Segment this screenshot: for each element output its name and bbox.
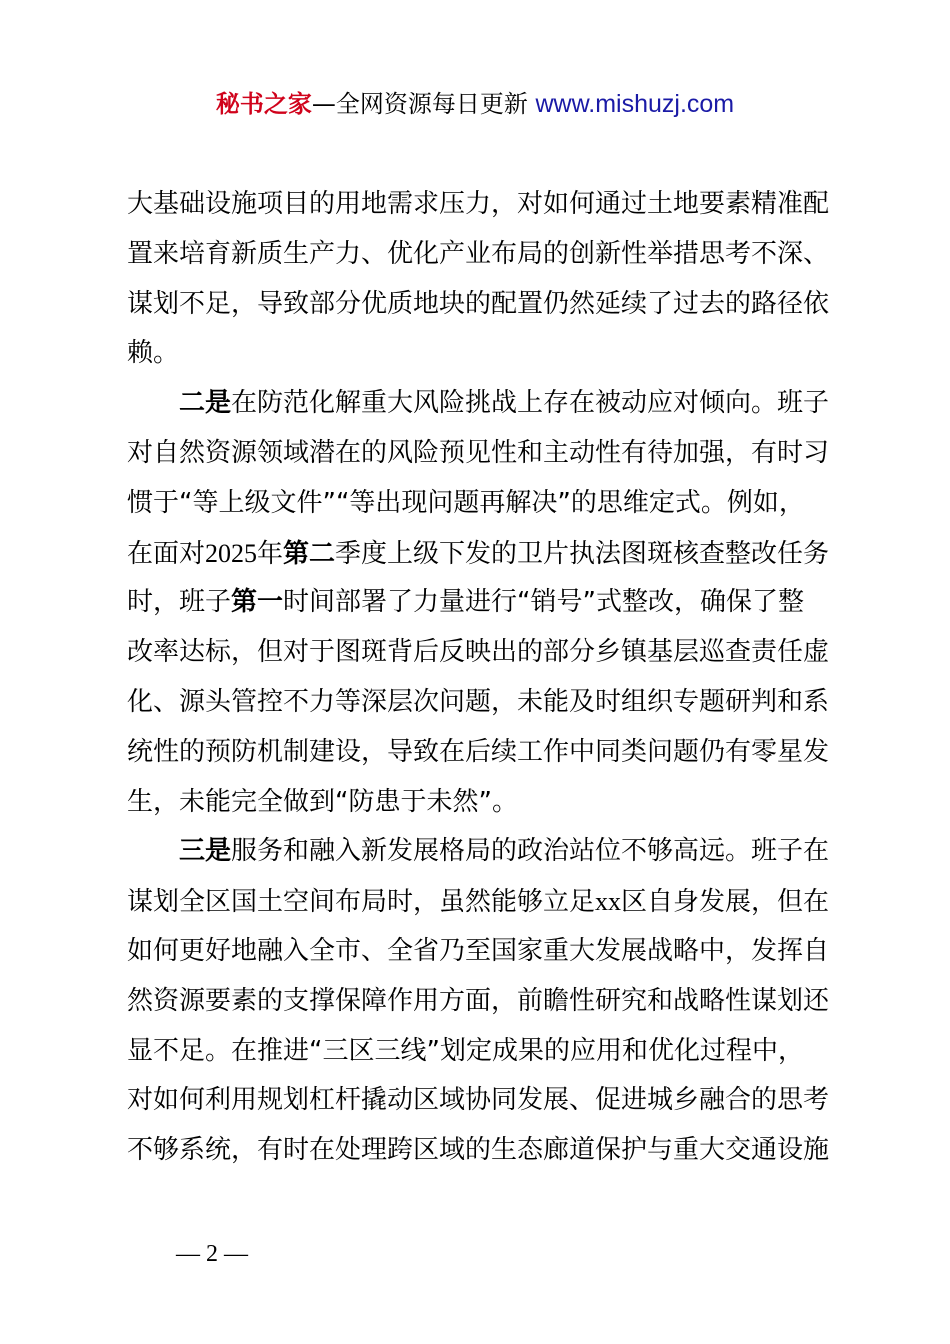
paragraph-lead: 三是 [179,836,232,867]
text-line: 谋划不足，导致部分优质地块的配置仍然延续了过去的路径依 [127,288,830,319]
text-line: 时，班子第一时间部署了力量进行“销号”式整改，确保了整 [127,587,804,618]
text-line: 大基础设施项目的用地需求压力，对如何通过土地要素精准配 [127,189,830,219]
page-header [0,86,950,122]
text-line: 改率达标，但对于图斑背后反映出的部分乡镇基层巡查责任虚 [127,637,830,668]
text-line: 不够系统，有时在处理跨区域的生态廊道保护与重大交通设施 [127,1135,830,1166]
paragraph-lead: 二是 [179,388,232,419]
text-line: 化、源头管控不力等深层次问题，未能及时组织专题研判和系 [127,686,830,717]
text-line: 谋划全区国土空间布局时，虽然能够立足xx区自身发展，但在 [127,887,830,918]
text-line: 统性的预防机制建设，导致在后续工作中同类问题仍有零星发 [127,736,830,767]
text-line: 生，未能完全做到“防患于未然”。 [127,786,518,817]
brand-name: 秘书之家 [215,90,312,118]
paragraph-three-first-line: 三是服务和融入新发展格局的政治站位不够高远。班子在 [179,836,830,867]
text-line: 置来培育新质生产力、优化产业布局的创新性举措思考不深、 [127,238,830,269]
text-line: 赖。 [127,338,180,369]
text-line: 显不足。在推进“三区三线”划定成果的应用和优化过程中， [127,1035,804,1066]
paragraph-two-first-line: 二是在防范化解重大风险挑战上存在被动应对倾向。班子 [179,388,830,419]
placeholder-name: xx [595,887,622,917]
emphasis-text: 第二 [283,538,336,569]
text-line: 对自然资源领域潜在的风险预见性和主动性有待加强，有时习 [127,437,830,468]
text-line: 然资源要素的支撑保障作用方面，前瞻性研究和战略性谋划还 [127,985,830,1016]
text-line: 惯于“等上级文件”“等出现问题再解决”的思维定式。例如， [127,487,805,518]
year-number: 2025 [205,538,258,568]
text-line: 如何更好地融入全市、全省乃至国家重大发展战略中，发挥自 [127,935,830,966]
document-body [127,180,847,1176]
site-url-link[interactable]: www.mishuzj.com [535,90,735,118]
text-line: 在面对2025年第二季度上级下发的卫片执法图斑核查整改任务 [127,538,830,569]
text-line: 对如何利用规划杠杆撬动区域协同发展、促进城乡融合的思考 [127,1085,830,1116]
header-tagline: —全网资源每日更新 [311,90,528,118]
emphasis-text: 第一 [231,587,284,618]
page-number: — 2 — [176,1241,248,1267]
